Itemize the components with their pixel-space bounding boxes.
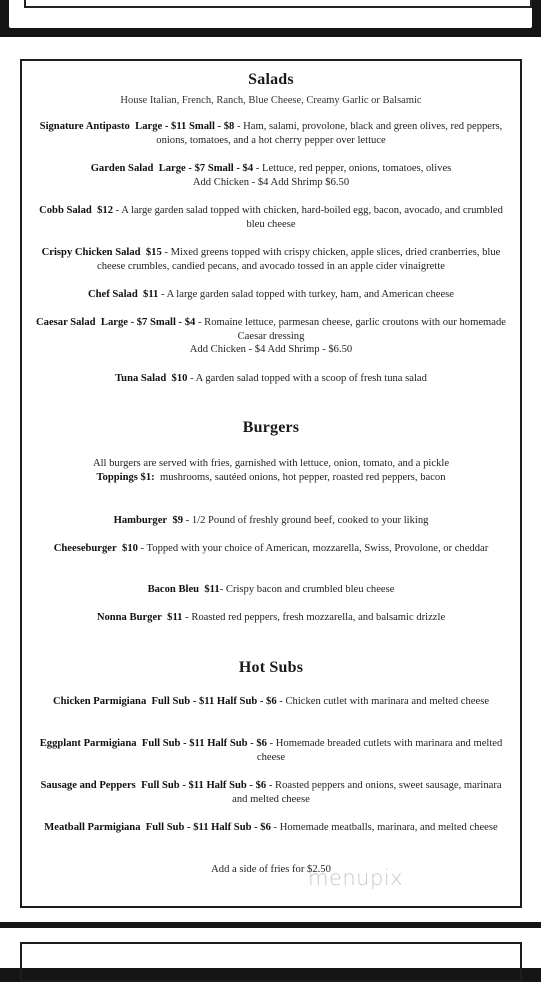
item-name: Chef Salad: [87, 289, 138, 300]
item-price: Full Sub - $11 Half Sub - $6: [141, 738, 267, 749]
item-name: Sausage and Peppers: [40, 780, 136, 791]
item-name: Cheeseburger: [53, 543, 117, 554]
burgers-note: [32, 457, 510, 484]
item-desc: Homemade meatballs, marinara, and melted cheese: [279, 822, 498, 833]
menu-item: Nonna Burger $11 - Roasted red peppers, fresh mozzarella, and balsamic drizzle: [96, 612, 446, 623]
fries-side-note: Add a side of fries for $2.50: [211, 864, 331, 875]
menu-item: Cheeseburger $10 - Topped with your choice of American, mozzarella, Swiss, Provolone, or cheddar: [53, 543, 489, 554]
menu-item: Chicken Parmigiana Full Sub - $11 Half Sub - $6 - Chicken cutlet with marinara and melted cheese: [52, 696, 490, 707]
menu-item: Caesar Salad Large - $7 Small - $4 - Romaine lettuce, parmesan cheese, garlic croutons with our homemade Caesar dressing Add Chicken - $4 Add Shrimp - $6.50: [32, 316, 510, 357]
menu-item: Eggplant Parmigiana Full Sub - $11 Half Sub - $6 - Homemade breaded cutlets with marinara and melted cheese: [39, 738, 503, 763]
menu-item: Chef Salad $11 - A large garden salad topped with turkey, ham, and American cheese: [87, 289, 454, 300]
menu-item: Sausage and Peppers Full Sub - $11 Half Sub - $6 - Roasted peppers and onions, sweet sausage, marinara and melted cheese: [40, 780, 502, 805]
toppings-list: mushrooms, sautéed onions, hot pepper, roasted red peppers, bacon: [159, 471, 446, 483]
item-price: $9: [172, 515, 184, 526]
item-desc: Ham, salami, provolone, black and green olives, red peppers, onions, tomatoes, and a hot cherry pepper over lettuce: [156, 121, 503, 146]
item-name: Chicken Parmigiana: [52, 696, 147, 707]
item-name: Cobb Salad: [39, 205, 92, 216]
item-price: $10: [122, 543, 138, 554]
burgers-served-with: All burgers are served with fries, garnished with lettuce, onion, tomato, and a pickle: [92, 458, 450, 469]
item-price: Full Sub - $11 Half Sub - $6: [141, 780, 267, 791]
item-name: Nonna Burger: [96, 612, 162, 623]
item-addons: Add Chicken - $4 Add Shrimp $6.50: [192, 176, 350, 188]
previous-page-card: [9, 0, 532, 28]
item-desc: Homemade breaded cutlets with marinara and melted cheese: [256, 738, 503, 763]
item-name: Caesar Salad: [36, 317, 96, 328]
hot-subs-heading: Hot Subs: [238, 659, 304, 676]
salads-heading: Salads: [248, 71, 294, 88]
salad-dressings: House Italian, French, Ranch, Blue Cheese, Creamy Garlic or Balsamic: [120, 95, 422, 106]
menu-item: Bacon Bleu $11- Crispy bacon and crumbled bleu cheese: [147, 584, 395, 595]
toppings-line: [32, 471, 510, 485]
item-price: $11: [204, 584, 220, 595]
item-name: Bacon Bleu: [147, 584, 200, 595]
item-desc: A large garden salad topped with chicken, hard-boiled egg, bacon, avocado, and crumbled bleu cheese: [121, 205, 503, 230]
menu-item: Tuna Salad $10 - A garden salad topped with a scoop of fresh tuna salad: [115, 373, 427, 384]
item-addons: Add Chicken - $4 Add Shrimp - $6.50: [189, 344, 353, 355]
menu-item: Garden Salad Large - $7 Small - $4 - Lettuce, red pepper, onions, tomatoes, olives Add Chicken - $4 Add Shrimp $6.50: [32, 162, 510, 189]
next-page-frame: [20, 942, 522, 982]
menu-item: Crispy Chicken Salad $15 - Mixed greens topped with crispy chicken, apple slices, dried cranberries, blue cheese crumbles, candied pecans, and avocado tossed in an apple cider vinaigrette: [41, 247, 501, 272]
menu-item: Hamburger $9 - 1/2 Pound of freshly ground beef, cooked to your liking: [113, 515, 429, 526]
item-price: $15: [145, 247, 162, 258]
item-price: Large - $11 Small - $8: [135, 121, 235, 132]
item-desc: Romaine lettuce, parmesan cheese, garlic croutons with our homemade Caesar dressing: [204, 317, 506, 342]
item-price: Full Sub - $11 Half Sub - $6: [145, 822, 271, 833]
item-desc: Crispy bacon and crumbled bleu cheese: [225, 584, 395, 595]
item-name: Meatball Parmigiana: [44, 822, 141, 833]
item-name: Crispy Chicken Salad: [41, 247, 141, 258]
item-price: $12: [97, 205, 113, 216]
item-price: $11: [167, 612, 183, 623]
item-name: Signature Antipasto: [39, 121, 130, 132]
item-desc: A garden salad topped with a scoop of fresh tuna salad: [195, 373, 427, 384]
item-name: Garden Salad: [90, 163, 154, 174]
item-price: Large - $7 Small - $4: [158, 163, 254, 174]
menu-page: [0, 37, 541, 922]
next-page-card: [0, 928, 541, 968]
item-price: $11: [143, 289, 159, 300]
item-price: $10: [171, 373, 188, 384]
item-name: Hamburger: [113, 515, 168, 526]
item-price: Large - $7 Small - $4: [100, 317, 196, 328]
burgers-heading: Burgers: [242, 419, 300, 436]
menu-item: Cobb Salad $12 - A large garden salad topped with chicken, hard-boiled egg, bacon, avocado, and crumbled bleu cheese: [39, 205, 503, 230]
item-desc: Topped with your choice of American, mozzarella, Swiss, Provolone, or cheddar: [146, 543, 489, 554]
item-name: Tuna Salad: [115, 373, 167, 384]
item-desc: Lettuce, red pepper, onions, tomatoes, olives: [261, 163, 452, 174]
item-name: Eggplant Parmigiana: [39, 738, 137, 749]
watermark-logo: menupix: [308, 866, 404, 890]
item-price: Full Sub - $11 Half Sub - $6: [151, 696, 277, 707]
menu-item: Signature Antipasto Large - $11 Small - $8 - Ham, salami, provolone, black and green olives, red peppers, onions, tomatoes, and a hot cherry pepper over lettuce: [39, 121, 503, 146]
menu-item: Meatball Parmigiana Full Sub - $11 Half Sub - $6 - Homemade meatballs, marinara, and melted cheese: [44, 822, 498, 833]
item-desc: Roasted peppers and onions, sweet sausage, marinara and melted cheese: [232, 780, 502, 805]
item-desc: Mixed greens topped with crispy chicken, apple slices, dried cranberries, blue cheese crumbles, candied pecans, and avocado tossed in an apple cider vinaigrette: [97, 247, 501, 272]
previous-page-frame: [24, 0, 532, 8]
toppings-label: Toppings $1:: [96, 471, 155, 483]
item-desc: 1/2 Pound of freshly ground beef, cooked to your liking: [191, 515, 429, 526]
item-desc: Roasted red peppers, fresh mozzarella, and balsamic drizzle: [191, 612, 446, 623]
item-desc: A large garden salad topped with turkey, ham, and American cheese: [166, 289, 454, 300]
item-desc: Chicken cutlet with marinara and melted cheese: [285, 696, 490, 707]
